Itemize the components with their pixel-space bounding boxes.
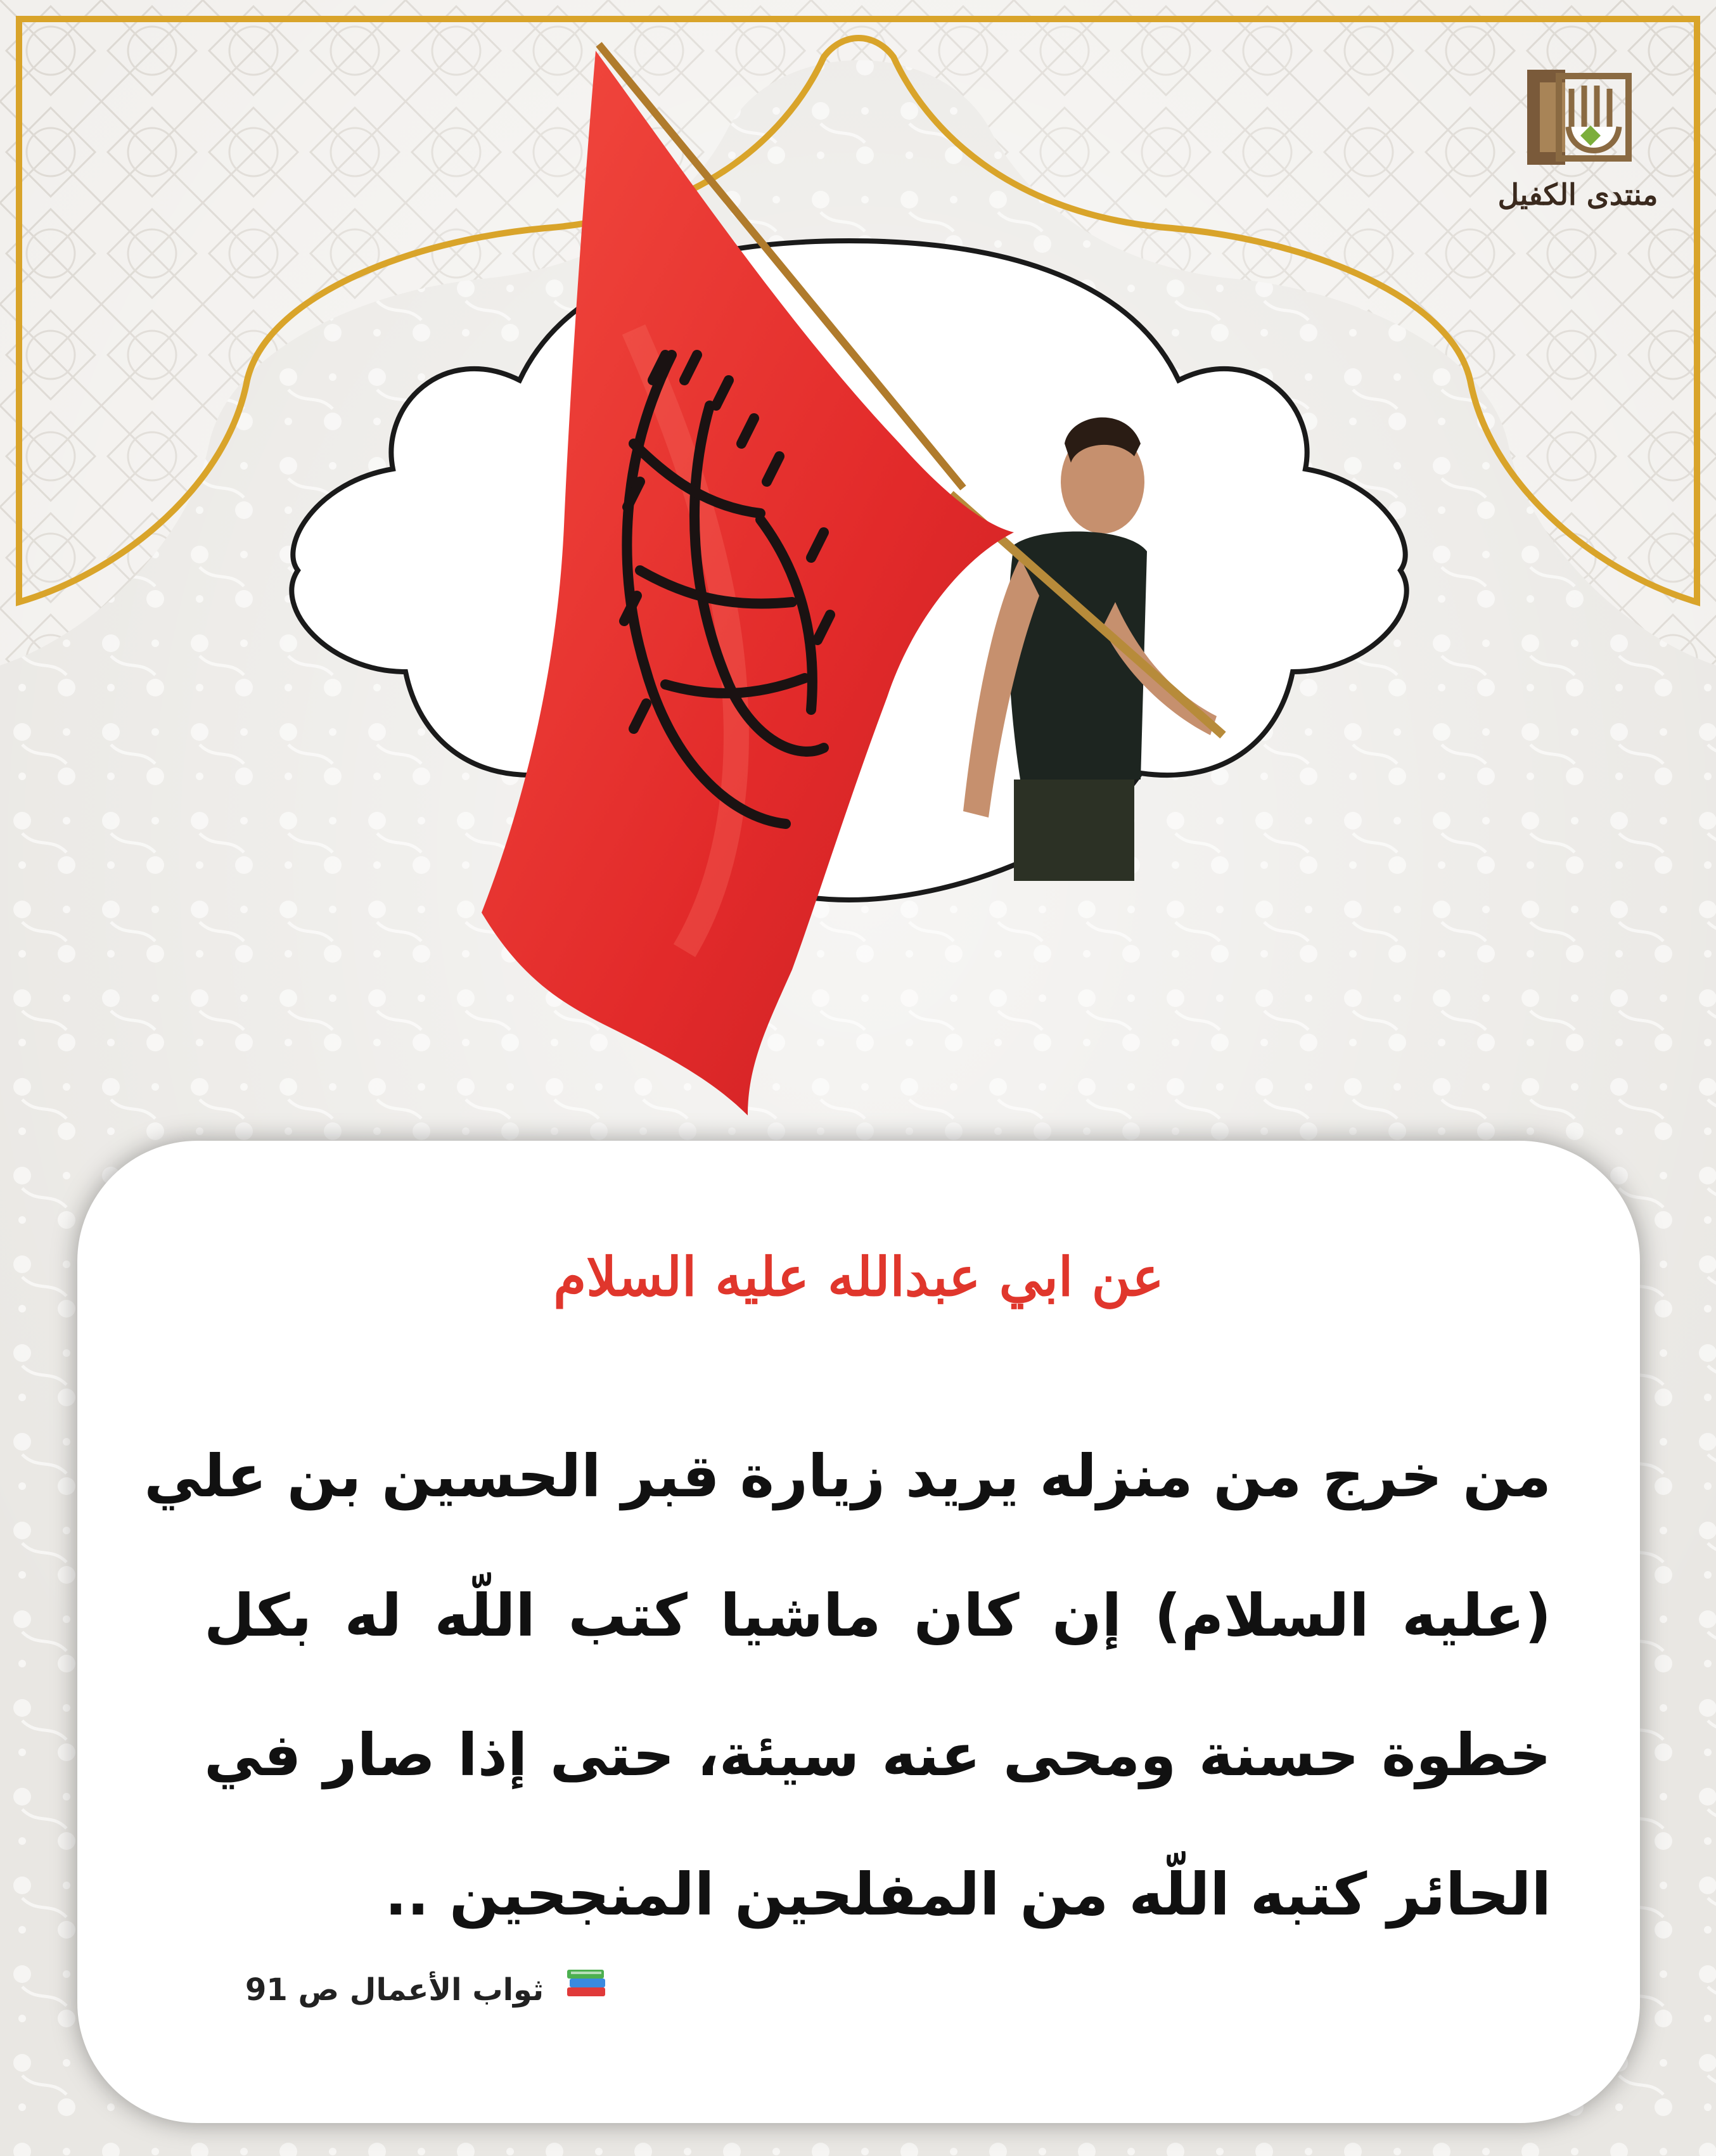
hadith-line-4: الحائر كتبه اللّه من المفلحين المنجحين .. (385, 1861, 1551, 1928)
source-text: ثواب الأعمال ص 91 (245, 1972, 544, 2008)
hadith-line-3: خطوة حسنة ومحى عنه سيئة، حتى إذا صار في (204, 1721, 1551, 1789)
books-icon (565, 1965, 609, 2008)
logo (1483, 51, 1673, 260)
card-title: عن ابي عبدالله عليه السلام (553, 1245, 1164, 1308)
logo-emblem-icon (1483, 51, 1673, 177)
source-citation (245, 1965, 609, 2008)
hadith-line-1: من خرج من منزله يريد زيارة قبر الحسين بن علي (144, 1442, 1551, 1510)
hadith-line-2: (عليه السلام) إن كان ماشيا كتب اللّه له بكل (204, 1582, 1551, 1650)
logo-text: منتدى الكفيل (1497, 177, 1658, 212)
hadith-card (77, 1141, 1640, 2123)
hadith-text (144, 1407, 1551, 1965)
